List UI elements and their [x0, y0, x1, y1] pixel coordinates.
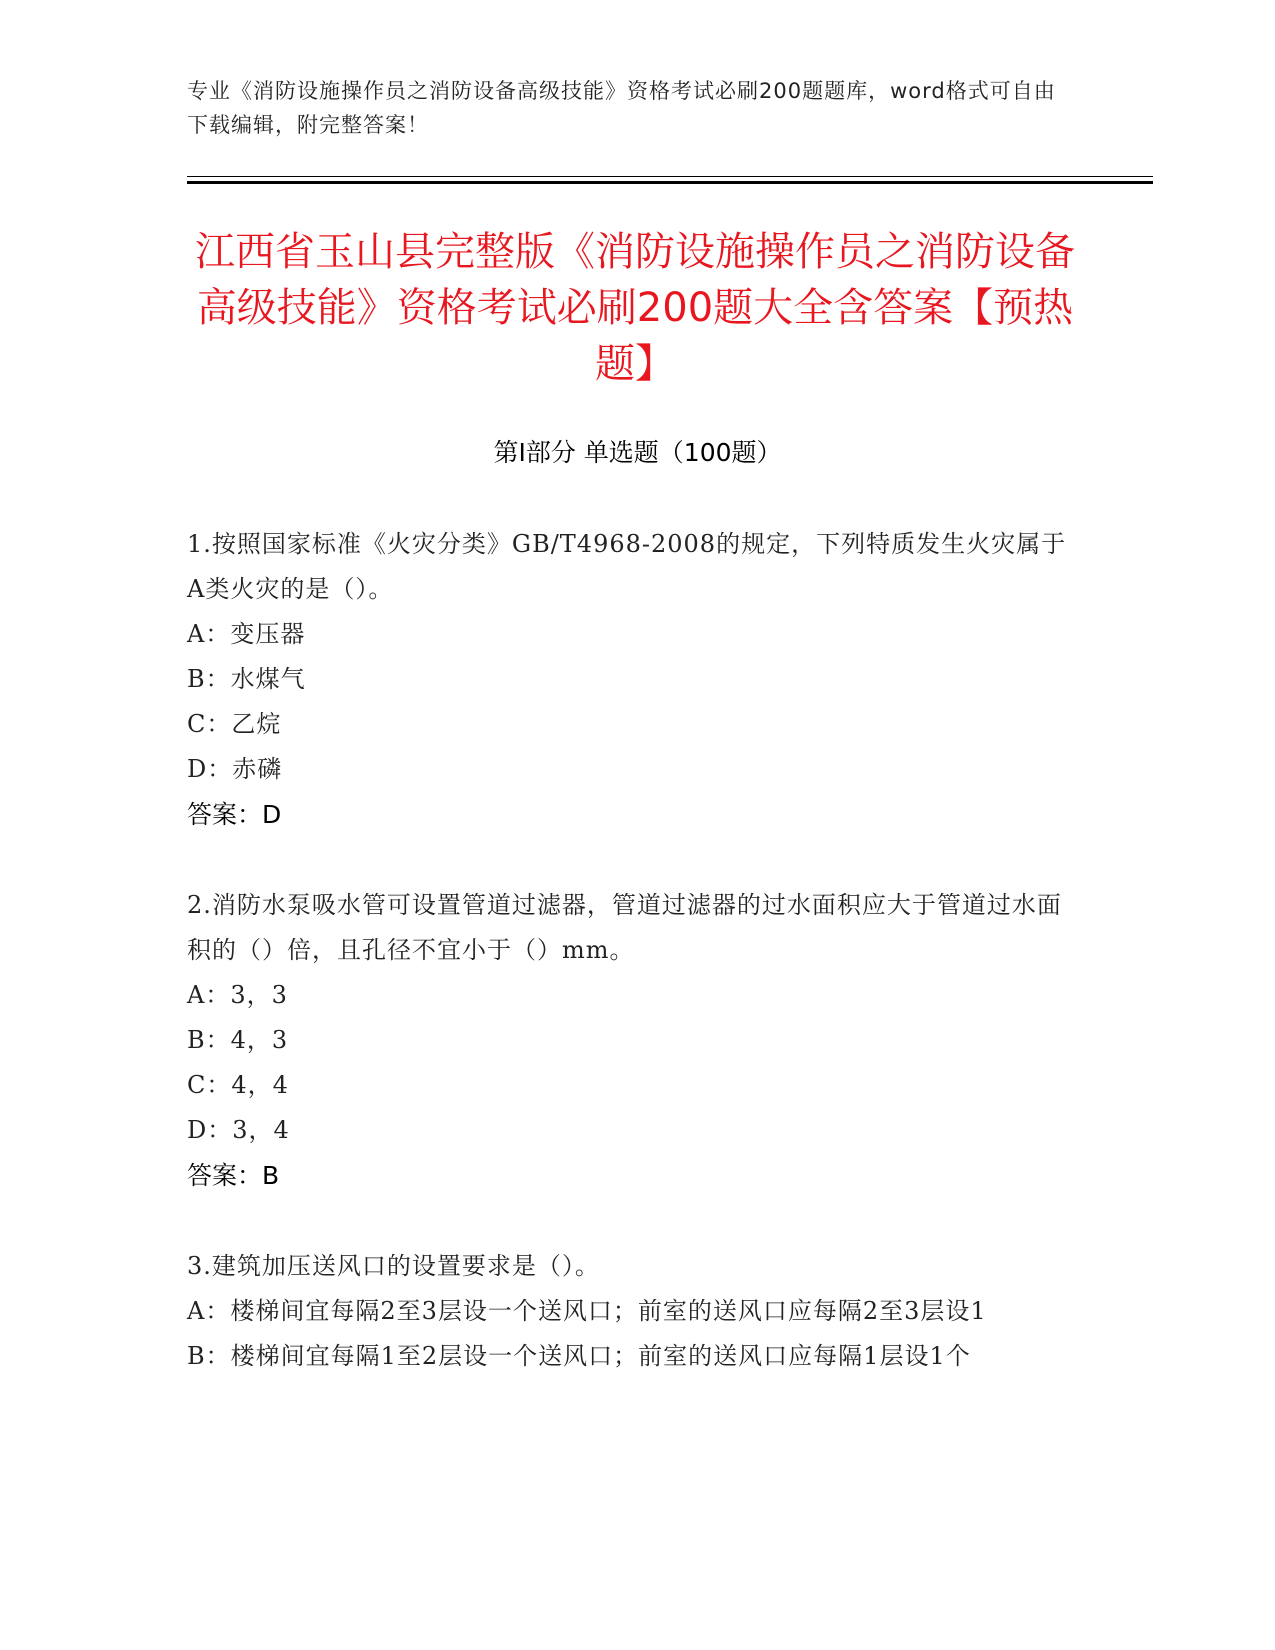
option-text: 变压器 [230, 620, 306, 648]
option-key: A： [187, 1297, 231, 1325]
answer-line: 答案：D [187, 800, 282, 829]
question-stem: 1.按照国家标准《火灾分类》GB/T4968-2008的规定，下列特质发生火灾属于A类火灾的是（）。 [187, 530, 1067, 603]
option-c [187, 1063, 1082, 1108]
header-rule-thick [187, 181, 1153, 184]
option-key: B： [187, 1026, 231, 1054]
option-a [187, 612, 1082, 657]
option-text: 4，3 [230, 1026, 289, 1054]
question-2 [187, 883, 1082, 1198]
header-note: 专业《消防设施操作员之消防设备高级技能》资格考试必刷200题题库，word格式可自由下载编辑，附完整答案！ [187, 79, 1056, 137]
option-b [187, 1018, 1082, 1063]
option-key: B： [187, 665, 231, 693]
option-key: C： [187, 710, 232, 738]
option-d [187, 1108, 1082, 1153]
option-d [187, 747, 1082, 792]
answer-line: 答案：B [187, 1161, 280, 1190]
option-text: 赤磷 [232, 755, 283, 783]
option-key: D： [187, 755, 233, 783]
option-c [187, 702, 1082, 747]
option-text: 4，4 [231, 1071, 289, 1099]
question-list [187, 522, 1082, 1425]
option-text: 3，4 [232, 1116, 290, 1144]
option-key: D： [187, 1116, 233, 1144]
question-stem: 3.建筑加压送风口的设置要求是（）。 [187, 1252, 600, 1280]
option-b [187, 657, 1082, 702]
option-text: 乙烷 [231, 710, 282, 738]
option-a [187, 1289, 1082, 1334]
option-b [187, 1334, 1082, 1379]
option-a [187, 973, 1082, 1018]
section-heading: 第I部分 单选题（100题） [493, 438, 782, 467]
option-key: A： [187, 981, 231, 1009]
document-title: 江西省玉山县完整版《消防设施操作员之消防设备高级技能》资格考试必刷200题大全含答案【预热题】 [195, 229, 1075, 387]
option-text: 楼梯间宜每隔1至2层设一个送风口；前室的送风口应每隔1层设1个 [230, 1342, 971, 1370]
question-stem: 2.消防水泵吸水管可设置管道过滤器，管道过滤器的过水面积应大于管道过水面积的（）倍，且孔径不宜小于（）mm。 [187, 891, 1062, 964]
header-rule-thin [187, 176, 1153, 177]
option-text: 水煤气 [230, 665, 306, 693]
question-1 [187, 522, 1082, 837]
option-text: 3，3 [230, 981, 288, 1009]
option-key: C： [187, 1071, 232, 1099]
option-text: 楼梯间宜每隔2至3层设一个送风口；前室的送风口应每隔2至3层设1 [230, 1297, 987, 1325]
question-3 [187, 1244, 1082, 1379]
option-key: B： [187, 1342, 231, 1370]
option-key: A： [187, 620, 231, 648]
